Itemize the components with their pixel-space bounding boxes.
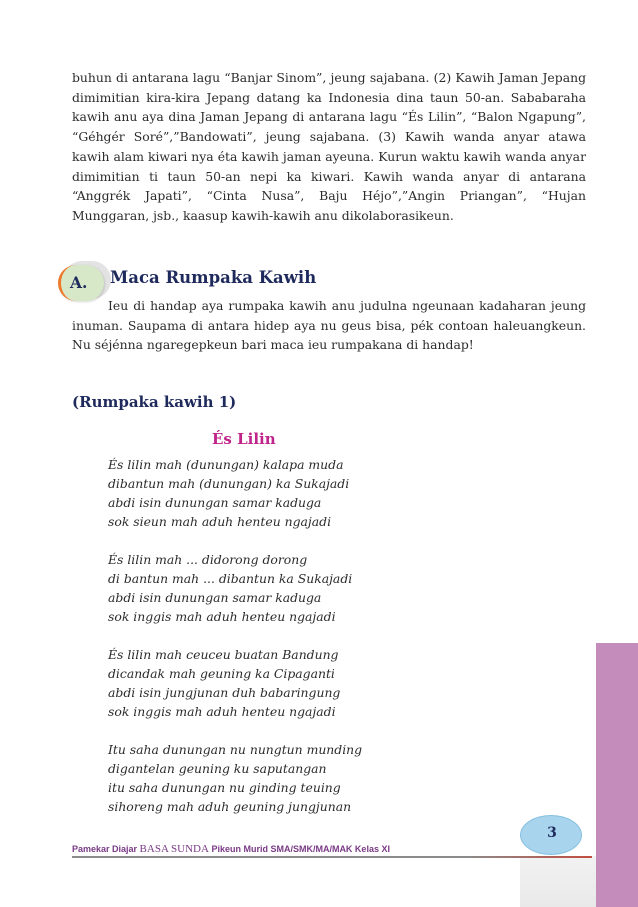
footer-book-title: BASA SUNDA: [139, 843, 209, 855]
poem-line: abdi isin dunungan samar kaduga: [108, 495, 322, 510]
side-color-tab: [596, 643, 638, 907]
poem-line: És lilin mah (dunungan) kalapa muda: [108, 457, 344, 472]
poem-line: dicandak mah geuning ka Cipaganti: [108, 666, 335, 681]
poem-line: sok inggis mah aduh henteu ngajadi: [108, 704, 336, 719]
poem-line: Itu saha dunungan nu nungtun munding: [108, 742, 363, 757]
section-title: Maca Rumpaka Kawih: [110, 268, 317, 287]
poem-line: És lilin mah ceuceu buatan Bandung: [108, 647, 339, 662]
page-number: 3: [547, 825, 557, 841]
section-letter: A.: [70, 273, 88, 292]
bottom-shade: [520, 856, 596, 907]
footer-rule: [72, 856, 592, 858]
poem-stanza-3: [108, 645, 340, 721]
footer-suffix: Pikeun Murid SMA/SMK/MA/MAK Kelas XI: [208, 844, 390, 854]
poem-line: digantelan geuning ku saputangan: [108, 761, 327, 776]
footer-text: [72, 843, 390, 855]
poem-title: És Lilin: [212, 430, 276, 448]
poem-line: sok inggis mah aduh henteu ngajadi: [108, 609, 336, 624]
section-paragraph: Ieu di handap aya rumpaka kawih anu judulna ngeunaan kadaharan jeung inuman. Saupama di antara hidep aya nu geus bisa, pék contoan haleuangkeun. Nu séjénna ngaregepkeun bari maca ieu rumpakana di handap!: [72, 298, 586, 353]
poem-stanza-1: [108, 455, 349, 531]
poem-line: abdi isin dunungan samar kaduga: [108, 590, 322, 605]
page-number-badge: [520, 815, 582, 855]
poem-stanza-2: [108, 550, 352, 626]
poem-line: sok sieun mah aduh henteu ngajadi: [108, 514, 332, 529]
poem-stanza-4: [108, 740, 362, 816]
section-heading: [57, 261, 597, 301]
rumpaka-label: (Rumpaka kawih 1): [72, 393, 237, 411]
poem-line: És lilin mah ... didorong dorong: [108, 552, 308, 567]
poem-line: di bantun mah ... dibantun ka Sukajadi: [108, 571, 353, 586]
poem-line: abdi isin jungjunan duh babaringung: [108, 685, 341, 700]
poem-line: itu saha dunungan nu ginding teuing: [108, 780, 341, 795]
poem-line: sihoreng mah aduh geuning jungjunan: [108, 799, 352, 814]
intro-paragraph: buhun di antarana lagu “Banjar Sinom”, jeung sajabana. (2) Kawih Jaman Jepang dimimitian kira-kira Jepang datang ka Indonesia dina taun 50-an. Sababaraha kawih anu aya dina Jaman Jepang di antarana lagu “És Lilin”, “Balon Ngapung”, “Géhgér Soré”,”Bandowati”, jeung sajabana. (3) Kawih wanda anyar atawa kawih alam kiwari nya éta kawih jaman ayeuna. Kurun waktu kawih wanda anyar dimimitian ti taun 50-an nepi ka kiwari. Kawih wanda anyar di antarana “Anggrék Japati”, “Cinta Nusa”, Baju Héjo”,”Angin Priangan”, “Hujan Munggaran, jsb., kaasup kawih-kawih anu dikolaborasikeun.: [72, 70, 586, 223]
poem-line: dibantun mah (dunungan) ka Sukajadi: [108, 476, 350, 491]
footer-prefix: Pamekar Diajar: [72, 844, 140, 854]
